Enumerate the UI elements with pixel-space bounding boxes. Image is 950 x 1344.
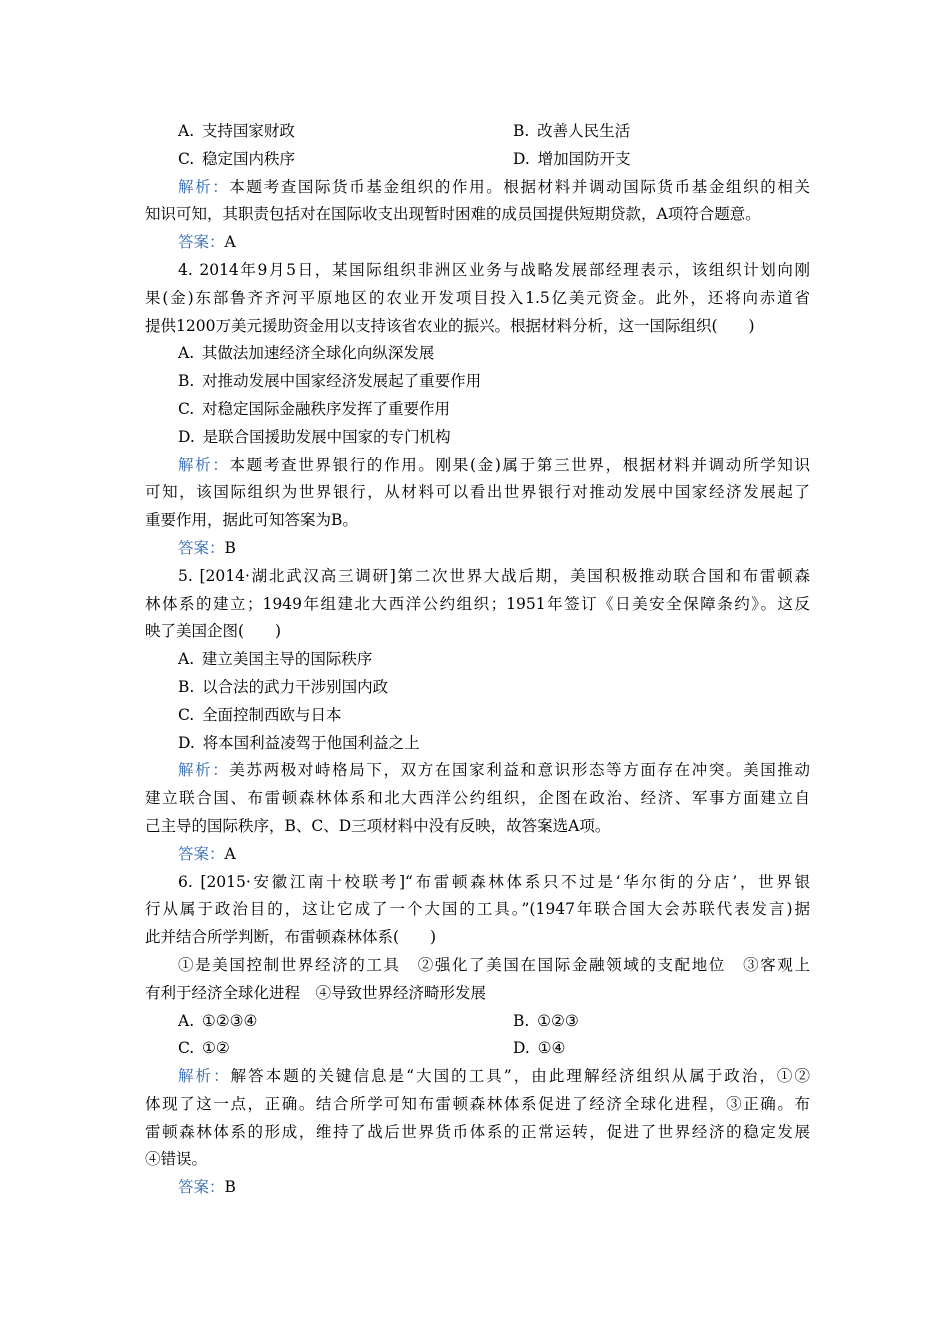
q5-option-c: C. 全面控制西欧与日本 xyxy=(178,705,342,724)
q6-option-a: A. ①②③④ xyxy=(178,1011,258,1030)
q6-items-line-2: 有利于经济全球化进程 ④导致世界经济畸形发展 xyxy=(145,983,487,1002)
q5-analysis-line-3: 己主导的国际秩序，B、C、D三项材料中没有反映，故答案选A项。 xyxy=(145,816,611,835)
q5-option-a: A. 建立美国主导的国际秩序 xyxy=(178,650,373,669)
q5-analysis-line-2: 建立联合国、布雷顿森林体系和北大西洋公约组织，企图在政治、经济、军事方面建立自 xyxy=(145,789,810,808)
q4-analysis-line-3: 重要作用，据此可知答案为B。 xyxy=(145,511,358,530)
q6-stem-line-1: 6. [2015·安徽江南十校联考]“布雷顿森林体系只不过是‘华尔街的分店’，世界银 xyxy=(178,872,810,891)
q5-option-d: D. 将本国利益凌驾于他国利益之上 xyxy=(178,733,420,752)
q4-option-a: A. 其做法加速经济全球化向纵深发展 xyxy=(178,344,435,363)
q4-analysis-line-1: 解析：本题考查世界银行的作用。刚果(金)属于第三世界，根据材料并调动所学知识 xyxy=(178,455,810,474)
answer-label: 答案： xyxy=(178,844,225,863)
q5-stem-line-3: 映了美国企图( ) xyxy=(145,622,282,641)
q5-option-b: B. 以合法的武力干涉别国内政 xyxy=(178,677,389,696)
q6-analysis-line-3: 雷顿森林体系的形成，维持了战后世界货币体系的正常运转，促进了世界经济的稳定发展 xyxy=(145,1122,810,1141)
q3-answer: 答案：A xyxy=(178,233,236,252)
q4-option-c: C. 对稳定国际金融秩序发挥了重要作用 xyxy=(178,399,450,418)
document-page xyxy=(145,118,810,1202)
q3-option-b: B. 改善人民生活 xyxy=(513,122,631,140)
q3-analysis-line-2: 知识可知，其职责包括对在国际收支出现暂时困难的成员国提供短期贷款，A项符合题意。 xyxy=(145,205,761,224)
q4-option-b: B. 对推动发展中国家经济发展起了重要作用 xyxy=(178,372,482,391)
q6-options-row-1 xyxy=(145,1008,810,1036)
q3-options-row-1 xyxy=(145,118,810,146)
q5-answer: 答案：A xyxy=(178,844,236,863)
answer-label: 答案： xyxy=(178,1178,225,1197)
q5-stem-line-2: 林体系的建立；1949年组建北大西洋公约组织；1951年签订《日美安全保障条约》。这反 xyxy=(145,594,810,613)
q5-stem-line-1: 5. [2014·湖北武汉高三调研]第二次世界大战后期，美国积极推动联合国和布雷顿森 xyxy=(178,566,810,585)
q4-stem-line-3: 提供1200万美元援助资金用以支持该省农业的振兴。根据材料分析，这一国际组织( ) xyxy=(145,316,755,335)
q3-option-c: C. 稳定国内秩序 xyxy=(178,149,295,168)
q6-stem-line-3: 此并结合所学判断，布雷顿森林体系( ) xyxy=(145,928,437,947)
q6-stem-line-2: 行从属于政治目的，这让它成了一个大国的工具。”(1947年联合国大会苏联代表发言)据 xyxy=(145,900,810,919)
q5-analysis-line-1: 解析：美苏两极对峙格局下，双方在国家利益和意识形态等方面存在冲突。美国推动 xyxy=(178,761,810,780)
answer-label: 答案： xyxy=(178,233,225,252)
q3-option-d: D. 增加国防开支 xyxy=(513,149,631,168)
q6-option-c: C. ①② xyxy=(178,1039,230,1058)
q3-options-row-2 xyxy=(145,146,810,174)
q3-option-a: A. 支持国家财政 xyxy=(178,122,295,140)
q6-answer: 答案：B xyxy=(178,1178,236,1197)
q4-stem-line-2: 果(金)东部鲁齐齐河平原地区的农业开发项目投入1.5亿美元资金。此外，还将向赤道省 xyxy=(145,288,810,307)
q6-option-d: D. ①④ xyxy=(513,1039,566,1058)
q4-analysis-line-2: 可知，该国际组织为世界银行，从材料可以看出世界银行对推动发展中国家经济发展起了 xyxy=(145,483,810,502)
q4-answer: 答案：B xyxy=(178,538,236,557)
analysis-label: 解析： xyxy=(178,455,230,474)
analysis-label: 解析： xyxy=(178,177,230,196)
analysis-label: 解析： xyxy=(178,1067,231,1086)
q4-stem-line-1: 4. 2014年9月5日，某国际组织非洲区业务与战略发展部经理表示，该组织计划向刚 xyxy=(178,260,810,279)
q6-analysis-line-1: 解析：解答本题的关键信息是“大国的工具”，由此理解经济组织从属于政治，①② xyxy=(178,1067,810,1086)
q6-analysis-line-4: ④错误。 xyxy=(145,1150,208,1169)
q6-option-b: B. ①②③ xyxy=(513,1011,579,1030)
q6-analysis-line-2: 体现了这一点，正确。结合所学可知布雷顿森林体系促进了经济全球化进程，③正确。布 xyxy=(145,1094,810,1113)
q4-option-d: D. 是联合国援助发展中国家的专门机构 xyxy=(178,427,451,446)
analysis-label: 解析： xyxy=(178,761,230,780)
q3-analysis-line-1: 解析：本题考查国际货币基金组织的作用。根据材料并调动国际货币基金组织的相关 xyxy=(178,177,810,196)
q6-items-line-1: ①是美国控制世界经济的工具 ②强化了美国在国际金融领域的支配地位 ③客观上 xyxy=(178,955,810,974)
answer-label: 答案： xyxy=(178,538,225,557)
q6-options-row-2 xyxy=(145,1035,810,1063)
